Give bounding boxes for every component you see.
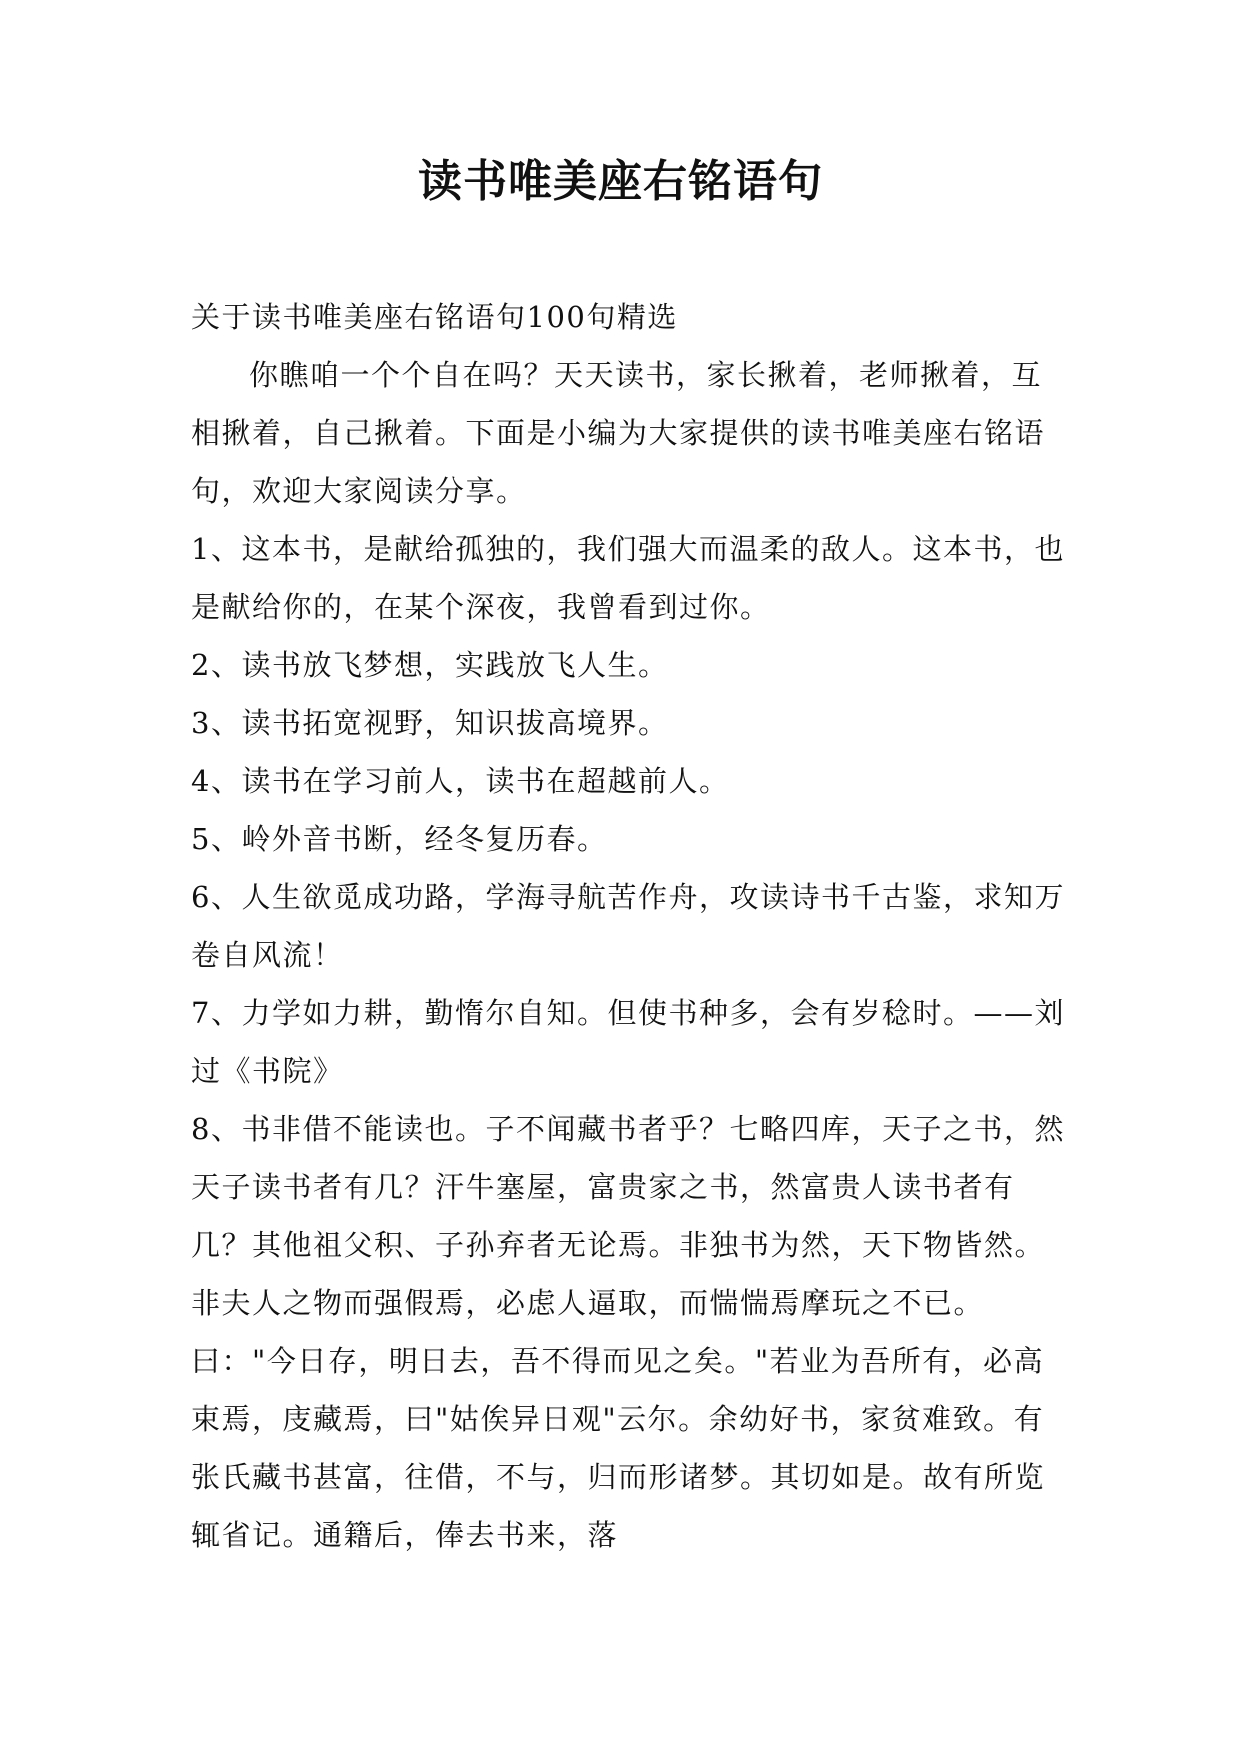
quote-item-8: 8、书非借不能读也。子不闻藏书者乎？七略四库，天子之书，然天子读书者有几？汗牛塞屋，富贵家之书，然富贵人读书者有几？其他祖父积、子孙弃者无论焉。非独书为然，天下物皆然。非夫人之物而强假焉，必虑人逼取，而惴惴焉摩玩之不已。曰："今日存，明日去，吾不得而见之矣。"若业为吾所有，必高束焉，庋藏焉，曰"姑俟异日观"云尔。余幼好书，家贫难致。有张氏藏书甚富，往借，不与，归而形诸梦。其切如是。故有所览辄省记。通籍后，俸去书来，落: [191, 1112, 1065, 1552]
quote-item-4: 4、读书在学习前人，读书在超越前人。: [191, 764, 730, 798]
document-body: [191, 288, 1071, 1564]
document-title: 读书唯美座右铭语句: [418, 156, 823, 207]
document-subtitle: 关于读书唯美座右铭语句100句精选: [191, 300, 678, 334]
intro-paragraph: 你瞧咱一个个自在吗？天天读书，家长揪着，老师揪着，互相揪着，自己揪着。下面是小编为大家提供的读书唯美座右铭语句，欢迎大家阅读分享。: [191, 358, 1046, 508]
quote-item-3: 3、读书拓宽视野，知识拔高境界。: [191, 706, 669, 740]
quote-item-6: 6、人生欲觅成功路，学海寻航苦作舟，攻读诗书千古鉴，求知万卷自风流！: [191, 880, 1065, 972]
quote-item-1: 1、这本书，是献给孤独的，我们强大而温柔的敌人。这本书，也是献给你的，在某个深夜，我曾看到过你。: [191, 532, 1065, 624]
quote-item-5: 5、岭外音书断，经冬复历春。: [191, 822, 608, 856]
quote-item-7: 7、力学如力耕，勤惰尔自知。但使书种多，会有岁稔时。——刘过《书院》: [191, 996, 1065, 1088]
quote-item-2: 2、读书放飞梦想，实践放飞人生。: [191, 648, 669, 682]
